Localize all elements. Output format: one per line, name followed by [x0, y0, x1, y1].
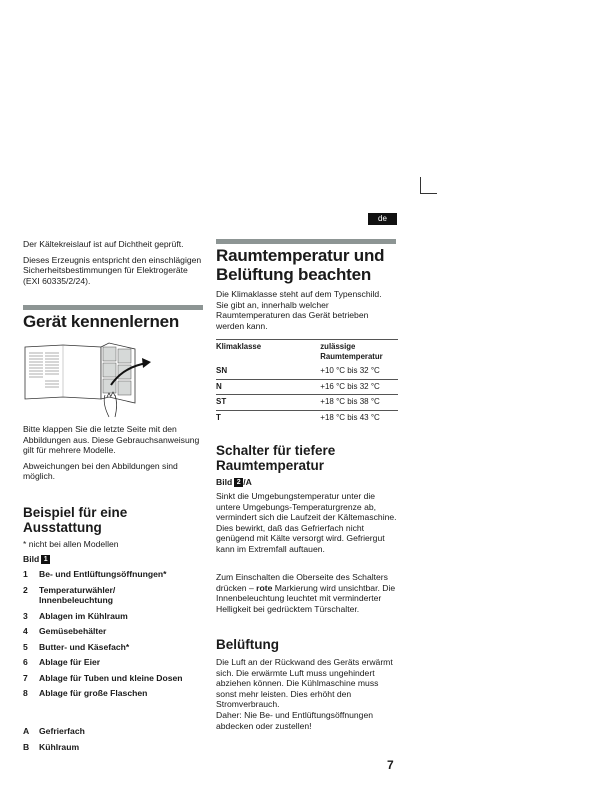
paragraph: Bitte klappen Sie die letzte Seite mit den Abbildungen aus. Diese Gebrauchsanweisung gilt für mehrere Modelle.	[23, 424, 200, 456]
switch-section-title: Schalter für tiefere Raumtemperatur	[216, 443, 336, 473]
ventilation-body	[216, 657, 400, 731]
table-row: SN +10 °C bis 32 °C	[216, 364, 398, 379]
climate-class-table-wrap	[216, 339, 398, 425]
language-tab: de	[368, 213, 397, 225]
section-title-geraet: Gerät kennenlernen	[23, 312, 180, 331]
list-item: 7 Ablage für Tuben und kleine Dosen	[23, 672, 183, 683]
table-header-row	[216, 340, 398, 364]
ventilation-section-title: Belüftung	[216, 637, 279, 652]
left-body	[23, 424, 205, 482]
switch-figure-reference: Bild 2 /A	[216, 477, 252, 487]
figure-label: Bild	[23, 554, 40, 564]
list-item: 3 Ablagen im Kühlraum	[23, 610, 128, 621]
list-item: 8 Ablage für große Flaschen	[23, 688, 148, 698]
climate-class-table	[216, 340, 398, 425]
figure-number-badge: 1	[41, 555, 50, 564]
ventilation-warning: Daher: Nie Be- und Entlüftungsöffnungen abdecken oder zustellen!	[216, 709, 374, 731]
switch-instructions: Zum Einschalten die Oberseite des Schalters drücken – rote Markierung wird unsichtbar. Die Innenbeleuchtung leuchtet mit verminderter Helligkeit bei gedrücktem Türschalter.	[216, 572, 396, 614]
fold-out-illustration	[23, 341, 153, 419]
intro-paragraph: Der Kältekreislauf ist auf Dichtheit geprüft.	[23, 239, 184, 249]
section-divider	[23, 305, 203, 310]
table-row: ST +18 °C bis 38 °C	[216, 395, 398, 411]
zone-list	[23, 726, 208, 757]
list-item: B Kühlraum	[23, 741, 80, 752]
section-divider	[216, 239, 396, 244]
footnote: * nicht bei allen Modellen	[23, 539, 119, 549]
climate-class-intro: Die Klimaklasse steht auf dem Typenschild. Sie gibt an, innerhalb welcher Raumtemperaturen das Gerät betrieben werden kann.	[216, 289, 382, 331]
table-row: T +18 °C bis 43 °C	[216, 412, 380, 422]
table-header: Klimaklasse	[216, 342, 262, 351]
intro-paragraph: Dieses Erzeugnis entspricht den einschlägigen Sicherheitsbestimmungen für Elektrogeräte (EXI 60335/2/24).	[23, 254, 202, 286]
left-column	[23, 239, 205, 286]
list-item: 4 Gemüsebehälter	[23, 626, 107, 636]
list-item: 2 Temperaturwähler/ Innenbeleuchtung	[23, 584, 116, 605]
paragraph: Abweichungen bei den Abbildungen sind möglich.	[23, 460, 178, 482]
figure-number-badge: 2	[234, 478, 243, 487]
ventilation-paragraph: Die Luft an der Rückwand des Geräts erwärmt sich. Die erwärmte Luft muss ungehindert abziehen können. Die Kühlmaschine muss sonst mehr leisten. Dies erhöht den Stromverbrauch.	[216, 657, 393, 710]
table-header: zulässige Raumtemperatur	[320, 342, 383, 361]
table-row: N +16 °C bis 32 °C	[216, 379, 398, 395]
list-item: 1 Be- und Entlüftungsöffnungen*	[23, 569, 167, 579]
red-marker-emphasis: rote	[256, 582, 273, 593]
subsection-title-ausstattung: Beispiel für eine Ausstattung	[23, 505, 128, 535]
switch-paragraph: Sinkt die Umgebungstemperatur unter die untere Umgebungs-Temperaturgrenze ab, vermindert sich die Laufzeit der Kältemaschine. Dies bewirkt, daß das Gefrierfach nicht genügend mit Kälte versorgt wird. Gefriergut kann im Extremfall auftauen.	[216, 491, 397, 554]
list-item: 5 Butter- und Käsefach*	[23, 641, 130, 652]
page-number: 7	[387, 758, 394, 772]
list-item: A Gefrierfach	[23, 726, 85, 736]
list-item: 6 Ablage für Eier	[23, 657, 101, 667]
crop-mark	[420, 177, 437, 194]
section-title-raumtemperatur: Raumtemperatur und Belüftung beachten	[216, 246, 385, 284]
fold-page-illustration	[23, 341, 153, 419]
equipment-list	[23, 569, 208, 704]
figure-reference	[23, 554, 50, 564]
